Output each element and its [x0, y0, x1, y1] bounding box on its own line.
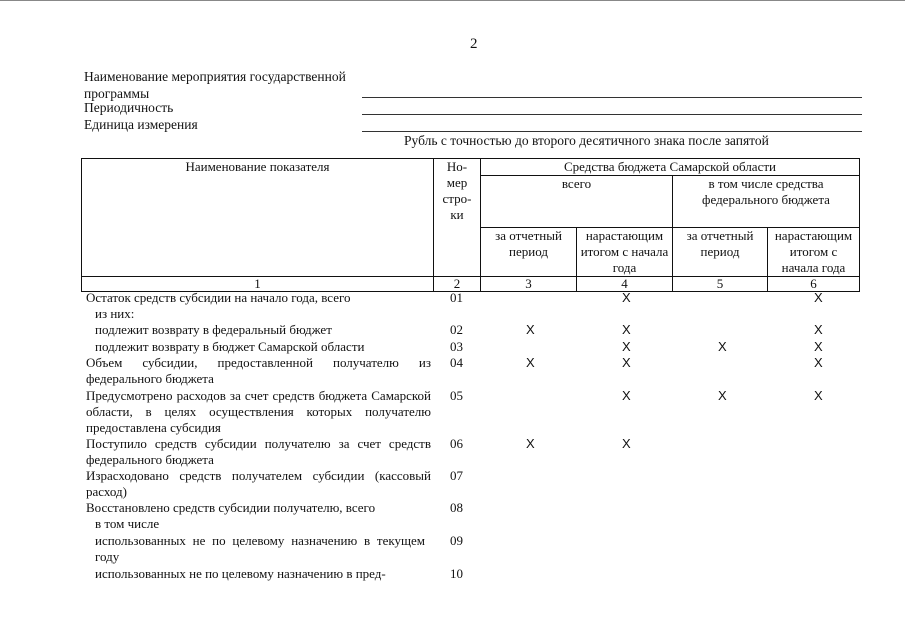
row-code: 03 — [450, 339, 463, 354]
x-mark: X — [622, 290, 631, 305]
row-name: подлежит возврату в бюджет Самарской области — [95, 339, 365, 354]
x-mark: X — [718, 388, 727, 403]
column-number-6: 6 — [768, 277, 860, 292]
line-number-header: Но-мер стро-ки — [434, 159, 481, 277]
x-mark: X — [814, 290, 823, 305]
column-number-2: 2 — [434, 277, 481, 292]
x-mark: X — [622, 322, 631, 337]
column-number-1: 1 — [82, 277, 434, 292]
report-table-header — [81, 158, 860, 292]
row-code: 04 — [450, 355, 463, 370]
event-name-label: Наименование мероприятия государственной программы — [84, 69, 346, 101]
federal-included-header: в том числе средства федерального бюджета — [673, 176, 860, 228]
page-number: 2 — [470, 36, 478, 52]
x-mark: X — [814, 322, 823, 337]
row-code: 08 — [450, 500, 463, 515]
row-code: 05 — [450, 388, 463, 403]
budget-funds-header: Средства бюджета Самарской области — [481, 159, 860, 176]
row-code: 10 — [450, 566, 463, 581]
column-number-4: 4 — [577, 277, 673, 292]
indicator-header: Наименование показателя — [82, 159, 434, 277]
x-mark: X — [526, 322, 535, 337]
column-number-5: 5 — [673, 277, 768, 292]
row-code: 01 — [450, 290, 463, 305]
col3-for-period: за отчетный период — [481, 228, 577, 277]
row-name: подлежит возврату в федеральный бюджет — [95, 322, 332, 337]
row-code: 07 — [450, 468, 463, 483]
event-name-line — [362, 97, 862, 98]
row-name: Предусмотрено расходов за счет средств бюджета Самарской области, в целях осуществления которых получателю предоставлена субсидия — [86, 388, 431, 435]
page-top-edge — [0, 0, 905, 1]
row-code: 09 — [450, 533, 463, 548]
row-name: Поступило средств субсидии получателю за счет средств федерального бюджета — [86, 436, 431, 467]
row-name: Израсходовано средств получателем субсидии (кассовый расход) — [86, 468, 431, 499]
row-code: 02 — [450, 322, 463, 337]
periodicity-label: Периодичность — [84, 100, 174, 115]
row-name: Объем субсидии, предоставленной получателю из федерального бюджета — [86, 355, 431, 386]
row-code: 06 — [450, 436, 463, 451]
x-mark: X — [622, 436, 631, 451]
x-mark: X — [814, 355, 823, 370]
row-name: использованных не по целевому назначению в пред- — [95, 566, 386, 581]
col5-for-period: за отчетный период — [673, 228, 768, 277]
x-mark: X — [718, 339, 727, 354]
unit-line — [362, 131, 862, 132]
x-mark: X — [526, 436, 535, 451]
x-mark: X — [622, 339, 631, 354]
x-mark: X — [622, 355, 631, 370]
row-name: в том числе — [95, 516, 160, 531]
units-note: Рубль с точностью до второго десятичного знака после запятой — [404, 133, 769, 148]
unit-label: Единица измерения — [84, 117, 198, 132]
x-mark: X — [526, 355, 535, 370]
col6-cumulative: нарастающим итогом с начала года — [768, 228, 860, 277]
row-name: использованных не по целевому назначению в текущем году — [95, 533, 425, 564]
periodicity-line — [362, 114, 862, 115]
row-name: из них: — [95, 306, 135, 321]
x-mark: X — [622, 388, 631, 403]
col4-cumulative: нарастающим итогом с начала года — [577, 228, 673, 277]
x-mark: X — [814, 339, 823, 354]
row-name: Остаток средств субсидии на начало года, всего — [86, 290, 351, 305]
column-number-3: 3 — [481, 277, 577, 292]
row-name: Восстановлено средств субсидии получателю, всего — [86, 500, 376, 515]
x-mark: X — [814, 388, 823, 403]
total-header: всего — [481, 176, 673, 228]
